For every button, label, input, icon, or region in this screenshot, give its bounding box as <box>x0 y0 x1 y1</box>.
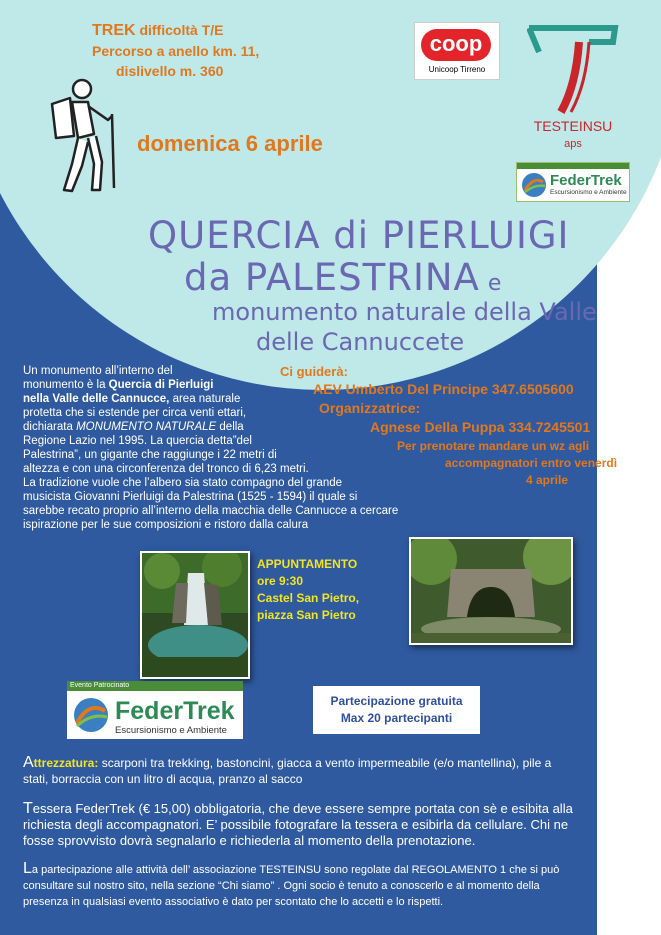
testeinsu-sub: aps <box>564 138 582 150</box>
federtrek-small-sub: Escursionismo e Ambiente <box>550 189 627 196</box>
title-line-4: delle Cannuccete <box>256 328 465 356</box>
rules-text: La partecipazione alle attività dell’ associazione TESTEINSU sono regolate dal REGOLAMENTO 1 che si può consultare sul nostro sito, nella sezione “Chi siamo” . Ogni socio è tenuto a conoscerlo e al momento della presenza in qualsiasi evento associativo è dato per scontato che lo accetti e lo rispetti. <box>23 860 560 908</box>
federtrek-big-name: FederTrek <box>115 697 235 725</box>
hiker-icon <box>42 76 124 194</box>
title-line-3: monumento naturale della Valle <box>212 298 597 326</box>
federtrek-banner: Evento Patrocinato <box>70 682 130 689</box>
federtrek-logo-small <box>516 162 630 202</box>
waterfall-photo <box>140 551 250 679</box>
testeinsu-logo-mark <box>527 22 619 114</box>
federtrek-big-emblem-icon <box>73 697 109 733</box>
equipment-text: Attrezzatura: scarponi tra trekking, bastoncini, giacca a vento impermeabile (e/o mantellina), pile a stati, borraccia con un litro di acqua, pranzo al sacco <box>23 754 552 786</box>
event-date: domenica 6 aprile <box>137 131 323 156</box>
federtrek-small-emblem-icon <box>521 172 547 198</box>
booking-line-3: 4 aprile <box>526 473 569 487</box>
federtrek-logo-big <box>67 681 243 739</box>
title-line-2: da PALESTRINA e <box>184 256 503 299</box>
guide-name: AEV Umberto Del Principe 347.6505600 <box>313 381 574 397</box>
organizer-label: Organizzatrice: <box>319 400 421 416</box>
guide-label: Ci guiderà: <box>280 364 348 379</box>
coop-logo-word: coop <box>421 29 491 61</box>
bridge-photo <box>409 537 573 645</box>
booking-line-2: accompagnatori entro venerdì <box>445 456 618 470</box>
participation-box: Partecipazione gratuita Max 20 partecipanti <box>313 686 480 734</box>
testeinsu-name: TESTEINSU <box>533 118 613 134</box>
description-bottom: Palestrina”, un gigante che raggiunge i 22 metri di altezza e con una circonferenza del tronco di 6,23 metri. La tradizione vuole che l’albero sia stato compagno del grande musicista Giovanni Pierluigi da Palestrina (1525 - 1594) il quale si sarebbe recato proprio all’interno della macchia delle Cannucce a cercare ispirazione per le sue composizioni e ristoro dalla calura <box>23 449 399 531</box>
federtrek-small-name: FederTrek <box>550 172 622 189</box>
membership-card-text: Tessera FederTrek (€ 15,00) obbligatoria, che deve essere sempre portata con sè e esibita alla richiesta degli accompagnatori. E’ possibile fotografare la tessera e esibirla da cellulare. Chi ne fosse sprovvisto dovrà segnalarlo e richiederla al momento della prenotazione. <box>23 800 573 848</box>
booking-line-1: Per prenotare mandare un wz agli <box>397 439 590 453</box>
coop-logo-sub: Unicoop Tirreno <box>428 65 486 74</box>
appointment: APPUNTAMENTO ore 9:30 Castel San Pietro, piazza San Pietro <box>257 557 360 622</box>
title-line-1: QUERCIA di PIERLUIGI <box>148 214 570 257</box>
organizer-name: Agnese Della Puppa 334.7245501 <box>370 419 591 435</box>
description-top: Un monumento all’interno del monumento è la Quercia di Pierluigi nella Valle delle Cannucce, area naturale protetta che si estende per circa venti ettari, dichiarata MONUMENTO NATURALE della Regione Lazio nel 1995. La quercia detta”del <box>23 365 252 447</box>
federtrek-big-sub: Escursionismo e Ambiente <box>115 725 227 736</box>
trek-info: TREK difficoltà T/E Percorso a anello km. 11, dislivello m. 360 <box>92 22 260 79</box>
coop-logo <box>414 22 500 80</box>
